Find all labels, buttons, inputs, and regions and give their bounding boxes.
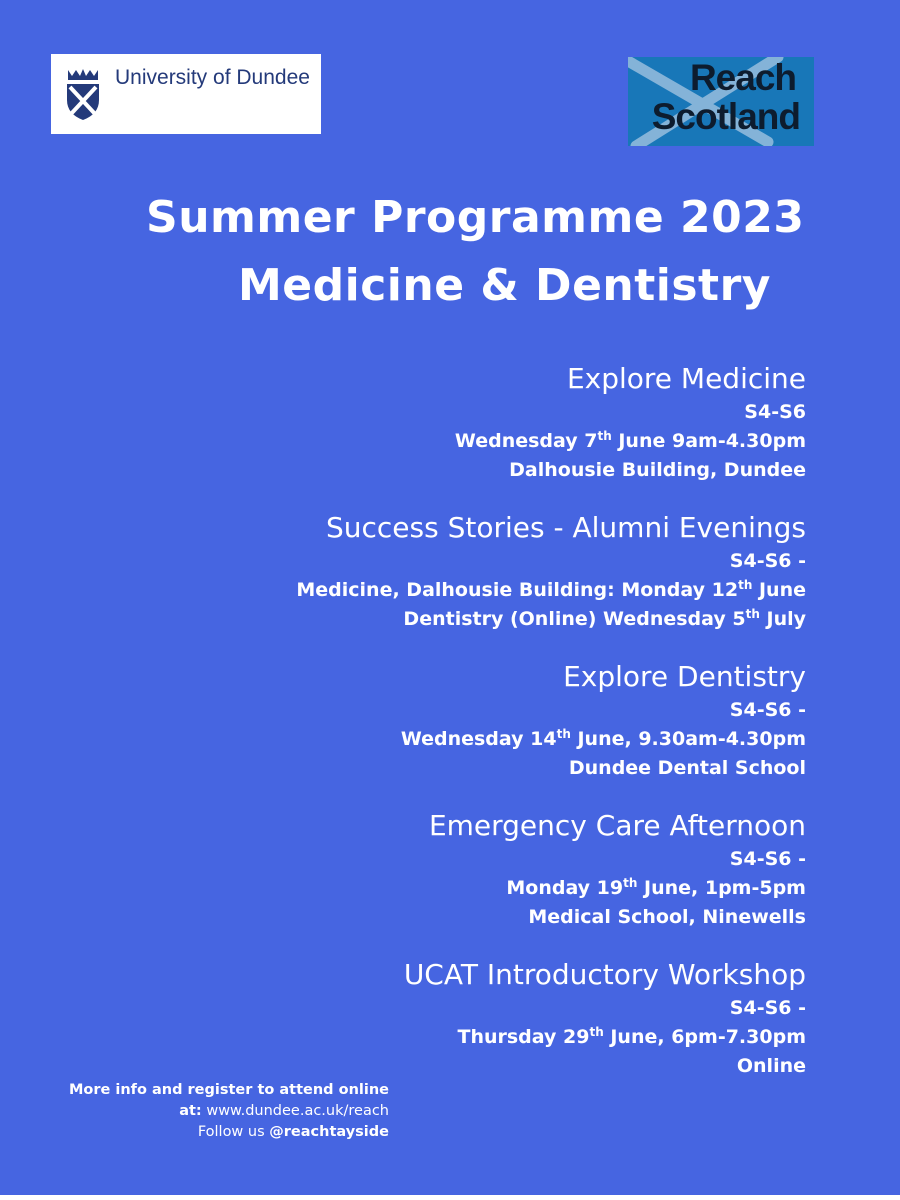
ordinal-suffix: th [556,727,571,741]
event-block [106,509,806,634]
event-block [106,658,806,783]
reach-scotland-logo [628,57,814,146]
event-detail-line: Medical School, Ninewells [528,906,806,928]
footer-website-link[interactable]: www.dundee.ac.uk/reach [201,1103,389,1119]
event-title: UCAT Introductory Workshop [403,958,806,991]
event-detail-line: Online [736,1055,806,1077]
event-detail-text: June 9am-4.30pm [611,430,806,452]
event-title: Explore Medicine [566,362,806,395]
footer-register-text: More info and register to attend online [68,1082,389,1098]
event-detail-line [106,1023,806,1052]
event-detail-line: S4-S6 - [729,848,806,870]
ordinal-suffix: th [623,876,638,890]
scotland-word: Scotland [651,96,800,137]
event-detail-text: June [752,579,806,601]
ordinal-suffix: th [589,1025,604,1039]
event-detail-line [106,605,806,634]
event-detail-line: S4-S6 - [729,997,806,1019]
footer-website-line [20,1101,389,1122]
event-detail-line: S4-S6 - [729,699,806,721]
event-detail-text: Wednesday 7 [454,430,598,452]
event-detail-line: S4-S6 [744,401,806,423]
event-detail-line [106,725,806,754]
event-detail-line: Dalhousie Building, Dundee [509,459,806,481]
footer-info [20,1080,389,1143]
event-detail-text: Monday 19 [506,877,624,899]
event-detail-text: June, 6pm-7.30pm [603,1026,806,1048]
event-block [106,807,806,932]
reach-word: Reach [689,57,796,98]
footer-social-line [20,1122,389,1143]
event-detail-text: Medicine, Dalhousie Building: Monday 12 [296,579,739,601]
footer-follow-label: Follow us [197,1124,270,1140]
event-detail-line: Dundee Dental School [568,757,806,779]
event-detail-text: Thursday 29 [457,1026,590,1048]
event-title: Emergency Care Afternoon [428,809,806,842]
event-title: Explore Dentistry [563,660,806,693]
event-detail-line [106,427,806,456]
event-detail-text: June, 1pm-5pm [637,877,806,899]
footer-social-handle[interactable]: @reachtayside [269,1124,389,1140]
footer-at-label: at: [179,1103,202,1119]
ordinal-suffix: th [597,429,612,443]
event-detail-text: July [759,608,806,630]
university-of-dundee-logo [51,54,321,134]
event-title: Success Stories - Alumni Evenings [325,511,806,544]
events-list [106,360,806,1105]
event-detail-line [106,576,806,605]
university-name: University of Dundee [115,66,310,89]
event-block [106,360,806,485]
event-detail-text: June, 9.30am-4.30pm [570,728,806,750]
crest-icon [64,66,102,121]
event-detail-line [106,874,806,903]
ordinal-suffix: th [738,578,753,592]
ordinal-suffix: th [745,607,760,621]
event-detail-line: S4-S6 - [729,550,806,572]
event-detail-text: Dentistry (Online) Wednesday 5 [403,608,746,630]
event-detail-text: Wednesday 14 [400,728,557,750]
programme-title: Summer Programme 2023 [146,192,805,243]
programme-subtitle: Medicine & Dentistry [238,260,771,311]
event-block [106,956,806,1081]
